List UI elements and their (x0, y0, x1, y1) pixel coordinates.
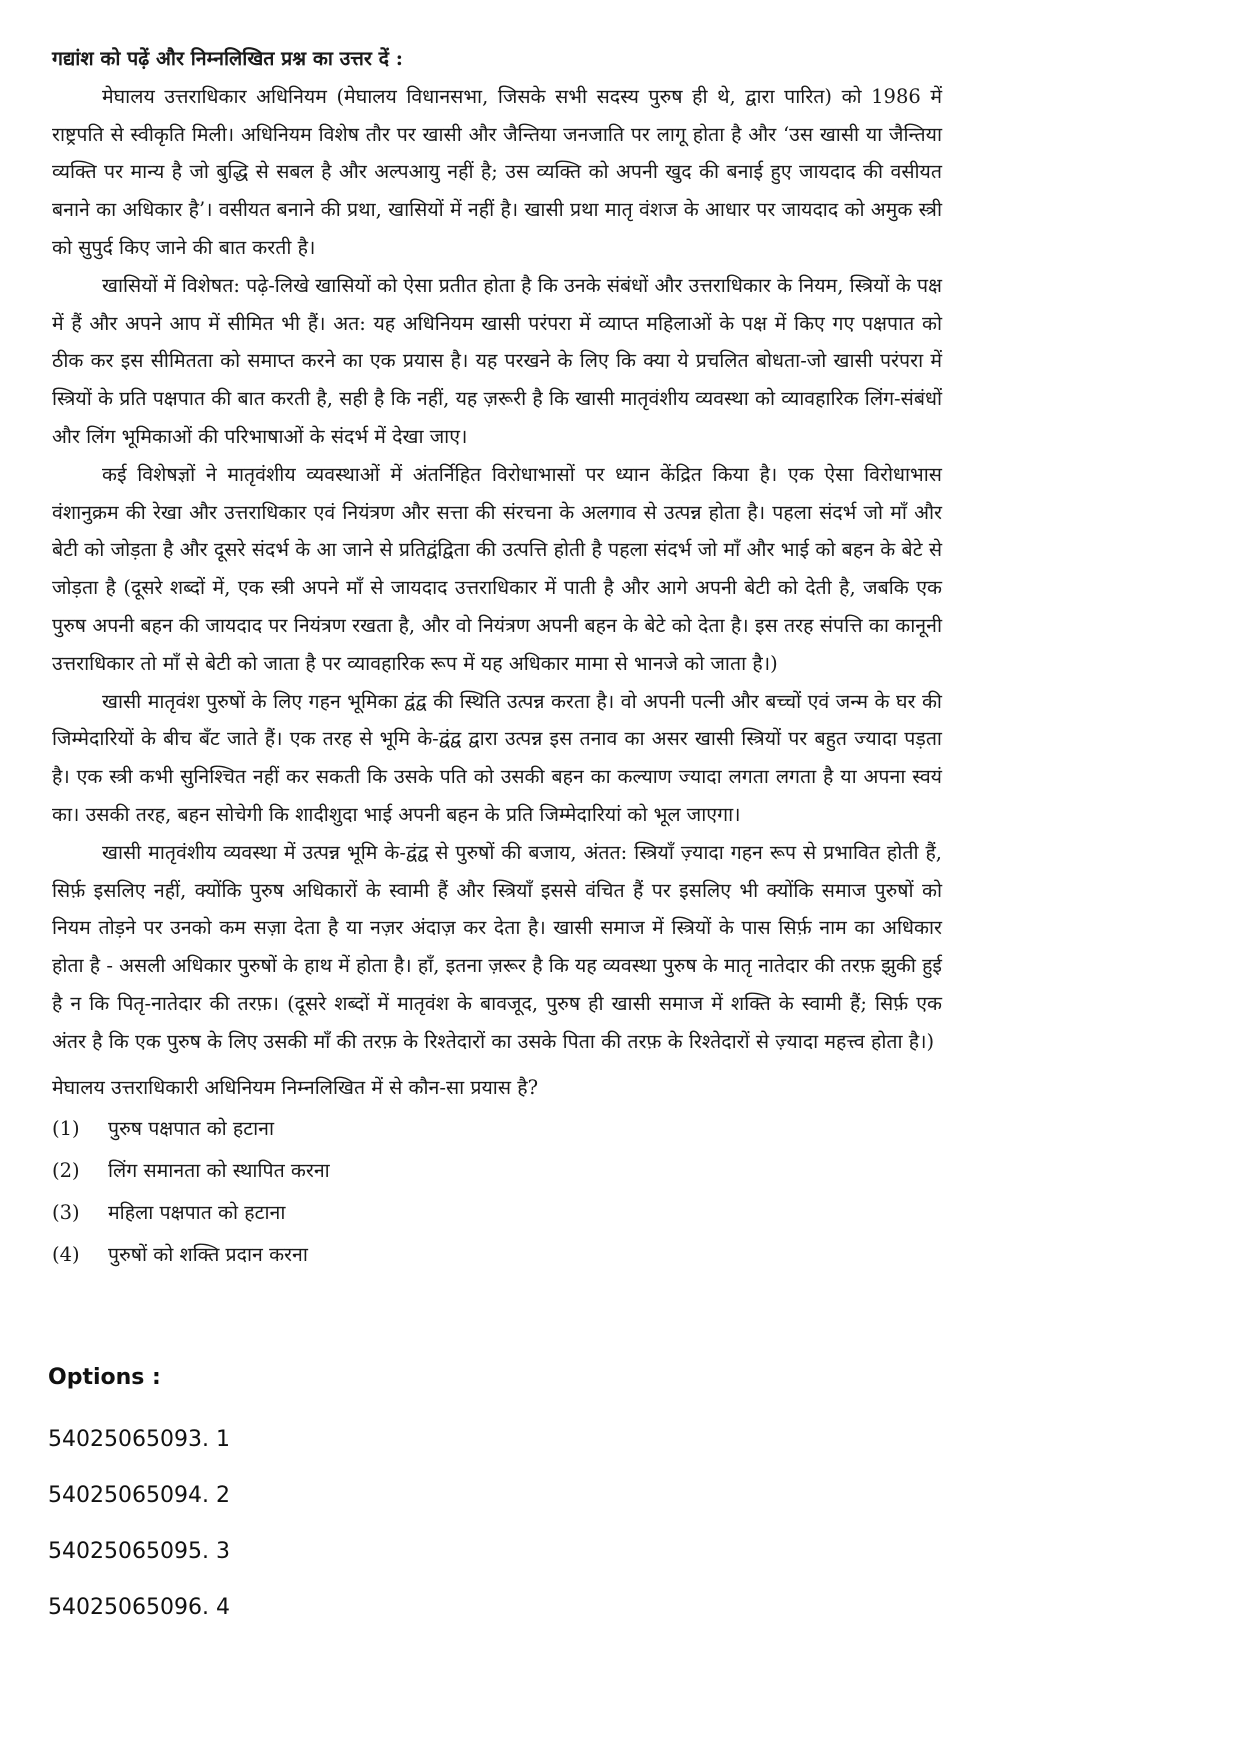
answer-choice (52, 1108, 942, 1150)
choice-number: (3) (52, 1201, 80, 1225)
options-section (48, 1365, 230, 1636)
passage-paragraph: खासियों में विशेषत: पढ़े-लिखे खासियों को ऐसा प्रतीत होता है कि उनके संबंधों और उत्तराधिकार के नियम, स्त्रियों के पक्ष में हैं और अपने आप में सीमित भी हैं। अत: यह अधिनियम खासी परंपरा में व्याप्त महिलाओं के पक्ष में किए गए पक्षपात को ठीक कर इस सीमितता को समाप्त करने का एक प्रयास है। यह परखने के लिए कि क्या ये प्रचलित बोधता-जो खासी परंपरा में स्त्रियों के प्रति पक्षपात की बात करती है, सही है कि नहीं, यह ज़रूरी है कि खासी मातृवंशीय व्यवस्था को व्यावहारिक लिंग-संबंधों और लिंग भूमिकाओं की परिभाषाओं के संदर्भ में देखा जाए। (52, 273, 942, 448)
answer-choice (52, 1150, 942, 1192)
choice-text: पुरुष पक्षपात को हटाना (108, 1117, 275, 1141)
choice-number: (4) (52, 1243, 80, 1267)
answer-choice (52, 1234, 942, 1276)
option-item: 54025065093. 1 (48, 1427, 230, 1452)
options-title: Options : (48, 1365, 161, 1390)
passage-paragraph: कई विशेषज्ञों ने मातृवंशीय व्यवस्थाओं में अंतर्निहित विरोधाभासों पर ध्यान केंद्रित किया है। एक ऐसा विरोधाभास वंशानुक्रम की रेखा और उत्तराधिकार एवं नियंत्रण और सत्ता की संरचना के अलगाव से उत्पन्न होता है। पहला संदर्भ जो माँ और बेटी को जोड़ता है और दूसरे संदर्भ के आ जाने से प्रतिद्वंद्विता की उत्पत्ति होती है पहला संदर्भ जो माँ और भाई को बहन के बेटे से जोड़ता है (दूसरे शब्दों में, एक स्त्री अपने माँ से जायदाद उत्तराधिकार में पाती है और आगे अपनी बेटी को देती है, जबकि एक पुरुष अपनी बहन की जायदाद पर नियंत्रण रखता है, और वो नियंत्रण अपनी बहन के बेटे को देता है। इस तरह संपत्ति का कानूनी उत्तराधिकार तो माँ से बेटी को जाता है पर व्यावहारिक रूप में यह अधिकार मामा से भानजे को जाता है।) (52, 462, 942, 675)
passage-paragraph: मेघालय उत्तराधिकार अधिनियम (मेघालय विधानसभा, जिसके सभी सदस्य पुरुष ही थे, द्वारा पारित) को 1986 में राष्ट्रपति से स्वीकृति मिली। अधिनियम विशेष तौर पर खासी और जैन्तिया जनजाति पर लागू होता है और ‘उस खासी या जैन्तिया व्यक्ति पर मान्य है जो बुद्धि से सबल है और अल्पआयु नहीं है; उस व्यक्ति को अपनी खुद की बनाई हुए जायदाद की वसीयत बनाने का अधिकार है’। वसीयत बनाने की प्रथा, खासियों में नहीं है। खासी प्रथा मातृ वंशज के आधार पर जायदाद को अमुक स्त्री को सुपुर्द किए जाने की बात करती है। (52, 84, 942, 259)
choice-text: महिला पक्षपात को हटाना (108, 1201, 286, 1225)
option-item: 54025065096. 4 (48, 1595, 230, 1620)
passage-heading: गद्यांश को पढ़ें और निम्नलिखित प्रश्न का उत्तर दें : (52, 47, 403, 70)
option-item: 54025065094. 2 (48, 1483, 230, 1508)
choice-number: (2) (52, 1159, 80, 1183)
choice-number: (1) (52, 1117, 80, 1141)
option-item: 54025065095. 3 (48, 1539, 230, 1564)
question-text: मेघालय उत्तराधिकारी अधिनियम निम्नलिखित में से कौन-सा प्रयास है? (52, 1075, 539, 1099)
passage-paragraph: खासी मातृवंश पुरुषों के लिए गहन भूमिका द्वंद्व की स्थिति उत्पन्न करता है। वो अपनी पत्नी और बच्चों एवं जन्म के घर की जिम्मेदारियों के बीच बँट जाते हैं। एक तरह से भूमि के-द्वंद्व द्वारा उत्पन्न इस तनाव का असर खासी स्त्रियों पर बहुत ज्यादा पड़ता है। एक स्त्री कभी सुनिश्चित नहीं कर सकती कि उसके पति को उसकी बहन का कल्याण ज्यादा लगता लगता है या अपना स्वयं का। उसकी तरह, बहन सोचेगी कि शादीशुदा भाई अपनी बहन के प्रति जिम्मेदारियां को भूल जाएगा। (52, 689, 942, 826)
answer-choice (52, 1192, 942, 1234)
choice-text: पुरुषों को शक्ति प्रदान करना (108, 1243, 308, 1267)
choice-text: लिंग समानता को स्थापित करना (108, 1159, 330, 1183)
scanned-question-image (52, 40, 942, 1276)
passage-paragraph: खासी मातृवंशीय व्यवस्था में उत्पन्न भूमि के-द्वंद्व से पुरुषों की बजाय, अंतत: स्त्रियाँ ज़्यादा गहन रूप से प्रभावित होती हैं, सिर्फ़ इसलिए नहीं, क्योंकि पुरुष अधिकारों के स्वामी हैं और स्त्रियाँ इससे वंचित हैं पर इसलिए भी क्योंकि समाज पुरुषों को नियम तोड़ने पर उनको कम सज़ा देता है या नज़र अंदाज़ कर देता है। खासी समाज में स्त्रियों के पास सिर्फ़ नाम का अधिकार होता है - असली अधिकार पुरुषों के हाथ में होता है। हाँ, इतना ज़रूर है कि यह व्यवस्था पुरुष के मातृ नातेदार की तरफ़ झुकी हुई है न कि पितृ-नातेदार की तरफ़। (दूसरे शब्दों में मातृवंश के बावजूद, पुरुष ही खासी समाज में शक्ति के स्वामी हैं; सिर्फ़ एक अंतर है कि एक पुरुष के लिए उसकी माँ की तरफ़ के रिश्तेदारों का उसके पिता की तरफ़ के रिश्तेदारों से ज़्यादा महत्त्व होता है।) (52, 840, 943, 1053)
